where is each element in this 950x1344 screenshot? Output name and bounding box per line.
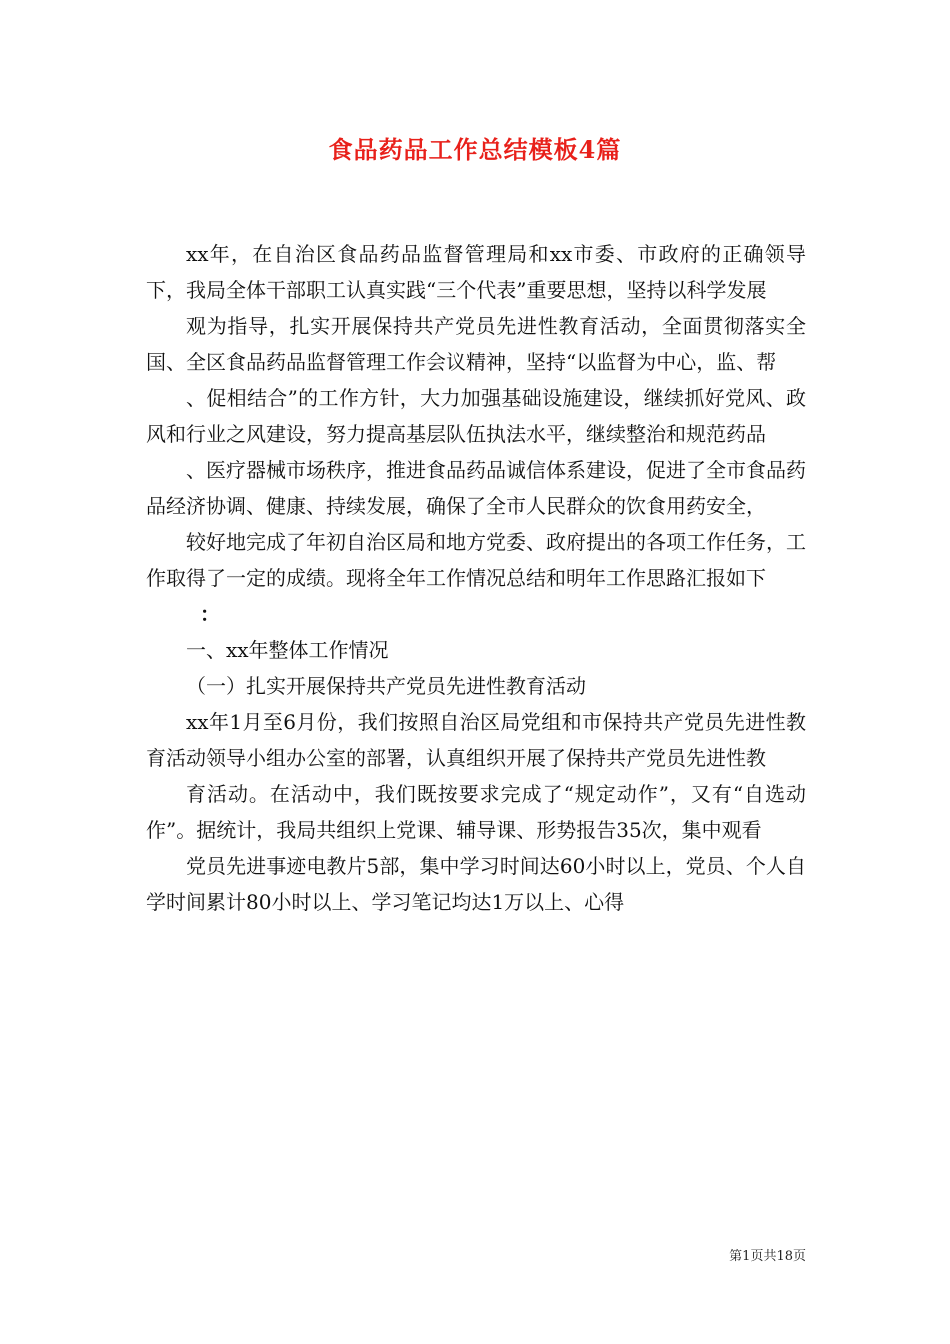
- paragraph: 较好地完成了年初自治区局和地方党委、政府提出的各项工作任务，工作取得了一定的成绩。现将全年工作情况总结和明年工作思路汇报如下: [146, 530, 806, 590]
- document-body: [146, 236, 806, 920]
- section-heading: 一、xx年整体工作情况: [186, 638, 389, 662]
- subsection-heading: （一）扎实开展保持共产党员先进性教育活动: [186, 674, 586, 698]
- paragraph: xx年1月至6月份，我们按照自治区局党组和市保持共产党员先进性教育活动领导小组办公室的部署，认真组织开展了保持共产党员先进性教: [146, 710, 806, 770]
- paragraph: 、医疗器械市场秩序，推进食品药品诚信体系建设，促进了全市食品药品经济协调、健康、持续发展，确保了全市人民群众的饮食用药安全，: [146, 458, 806, 518]
- page-footer: 第1页共18页: [729, 1249, 806, 1264]
- paragraph: 观为指导，扎实开展保持共产党员先进性教育活动，全面贯彻落实全国、全区食品药品监督管理工作会议精神，坚持“以监督为中心，监、帮: [146, 314, 806, 374]
- paragraph: xx年，在自治区食品药品监督管理局和xx市委、市政府的正确领导下，我局全体干部职工认真实践“三个代表”重要思想，坚持以科学发展: [146, 242, 806, 302]
- paragraph: 党员先进事迹电教片5部，集中学习时间达60小时以上，党员、个人自学时间累计80小时以上、学习笔记均达1万以上、心得: [146, 854, 806, 914]
- paragraph: 、促相结合”的工作方针，大力加强基础设施建设，继续抓好党风、政风和行业之风建设，努力提高基层队伍执法水平，继续整治和规范药品: [146, 386, 806, 446]
- document-title: 食品药品工作总结模板4篇: [328, 135, 622, 164]
- paragraph: 育活动。在活动中，我们既按要求完成了“规定动作”，又有“自选动作”。据统计，我局共组织上党课、辅导课、形势报告35次，集中观看: [146, 782, 806, 842]
- paragraph: ：: [200, 602, 220, 626]
